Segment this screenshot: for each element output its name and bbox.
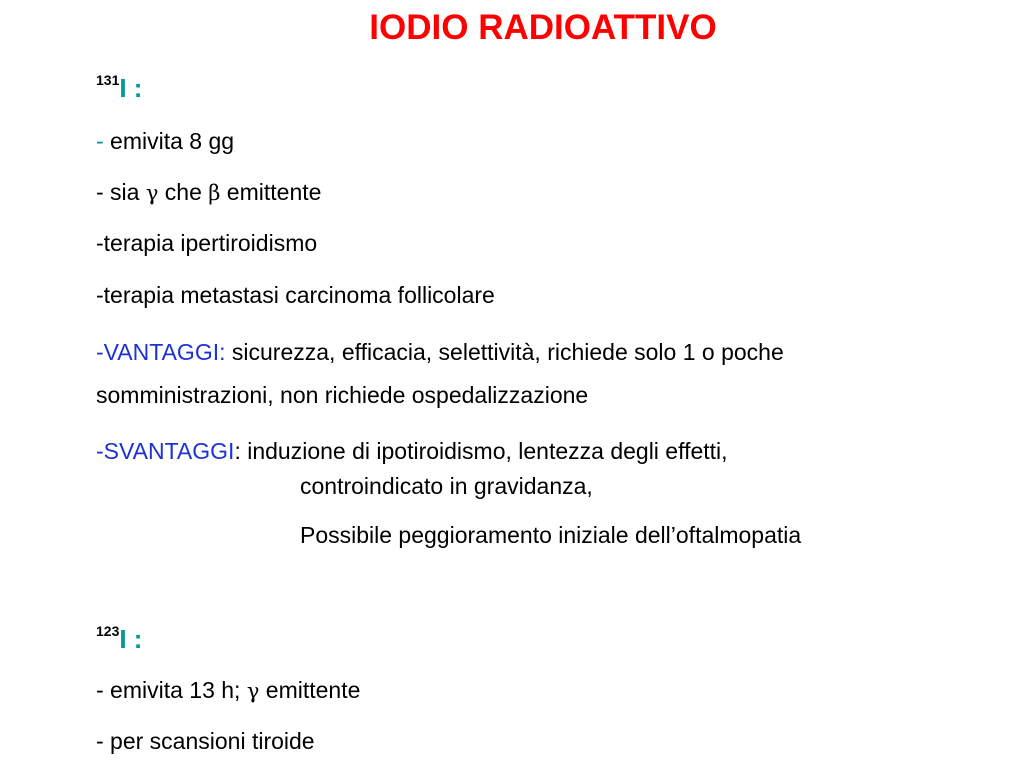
- isotope-symbol: I :: [119, 624, 143, 654]
- gamma-symbol: γ: [145, 181, 159, 205]
- list-text-post: emittente: [259, 677, 361, 703]
- list-text-pre: - emivita 13 h;: [96, 677, 247, 703]
- list-item: [96, 179, 321, 206]
- list-item: - per scansioni tiroide: [96, 728, 315, 754]
- mass-number: 123: [96, 623, 120, 639]
- gamma-symbol: γ: [246, 679, 260, 703]
- beta-symbol: β: [208, 181, 221, 205]
- list-item: -terapia ipertiroidismo: [96, 230, 318, 256]
- list-text-pre: - sia: [96, 179, 146, 205]
- svantaggi-text: : induzione di ipotiroidismo, lentezza degli effetti,: [234, 438, 728, 464]
- vantaggi-line-1: [96, 339, 784, 366]
- list-text: emivita 8 gg: [103, 128, 235, 154]
- svantaggi-line-1: [96, 438, 728, 465]
- list-item: -terapia metastasi carcinoma follicolare: [96, 282, 495, 308]
- list-text-mid: che: [158, 179, 209, 205]
- list-dash: -: [96, 128, 104, 154]
- isotope-131-heading: [96, 72, 142, 104]
- list-text-post: emittente: [220, 179, 322, 205]
- svantaggi-line-3: Possibile peggioramento iniziale dell’oftalmopatia: [300, 522, 802, 548]
- list-item: [96, 677, 360, 704]
- vantaggi-line-2: somministrazioni, non richiede ospedalizzazione: [96, 382, 589, 408]
- vantaggi-label: -VANTAGGI:: [96, 339, 226, 365]
- mass-number: 131: [96, 72, 120, 88]
- isotope-123-heading: [96, 623, 142, 655]
- isotope-symbol: I :: [119, 73, 143, 103]
- svantaggi-line-2: controindicato in gravidanza,: [300, 473, 593, 499]
- list-item: [96, 128, 234, 155]
- slide-title: IODIO RADIOATTIVO: [369, 8, 717, 47]
- svantaggi-label: -SVANTAGGI: [96, 438, 235, 464]
- vantaggi-text: sicurezza, efficacia, selettività, richiede solo 1 o poche: [225, 339, 784, 365]
